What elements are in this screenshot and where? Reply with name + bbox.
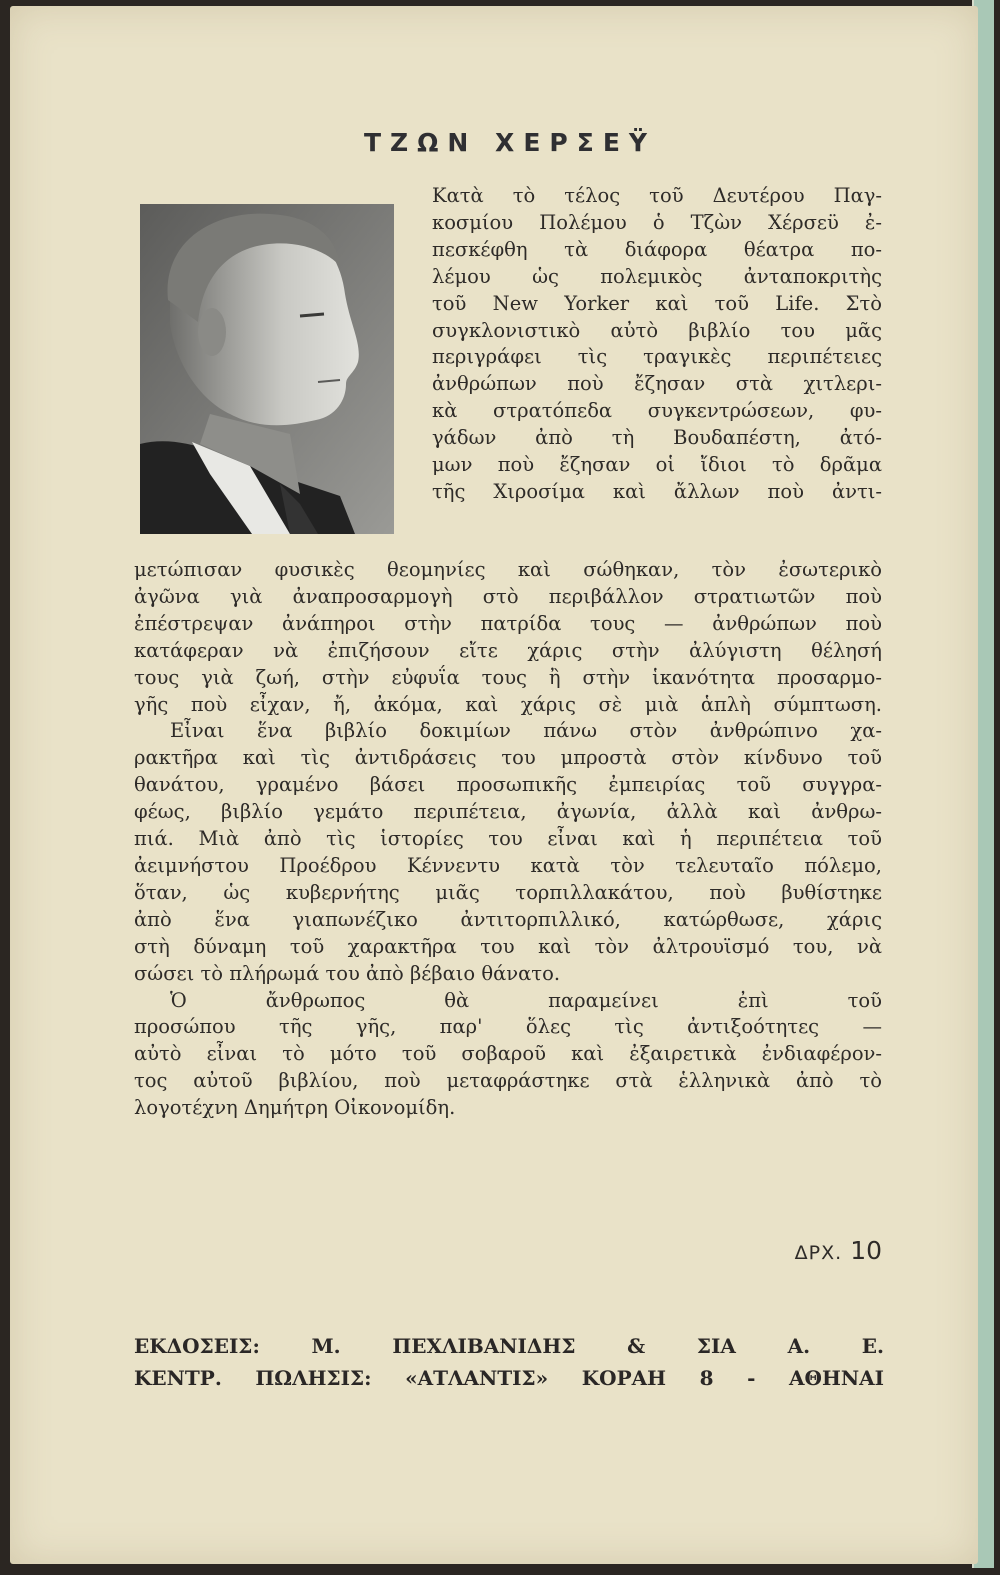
text-line: στὴ δύναμη τοῦ χαρακτῆρα του καὶ τὸν ἀλτρουϊσμό του, νὰ [134, 934, 882, 958]
price-amount: 10 [850, 1236, 882, 1265]
text-line: τους γιὰ ζωή, στὴν εὐφυΐα τους ἢ στὴν ἱκανότητα προσαρμο- [134, 665, 882, 689]
text-line: Ὁ ἄνθρωπος θὰ παραμείνει ἐπὶ τοῦ [170, 988, 882, 1012]
text-line: λογοτέχνη Δημήτρη Οἰκονομίδη. [134, 1096, 456, 1120]
text-line: μετώπισαν φυσικὲς θεομηνίες καὶ σώθηκαν, τὸν ἐσωτερικὸ [134, 558, 882, 581]
text-line: γάδων ἀπὸ τὴ Βουδαπέστη, ἀτό- [432, 426, 882, 450]
text-line: ἀνθρώπων ποὺ ἔζησαν στὰ χιτλερι- [432, 372, 882, 396]
text-line: μων ποὺ ἔζησαν οἱ ἴδιοι τὸ δρᾶμα [432, 453, 882, 477]
body-text-full-width [134, 557, 882, 1122]
text-line: ὅταν, ὡς κυβερνήτης μιᾶς τορπιλλακάτου, ποὺ βυθίστηκε [134, 880, 882, 904]
text-line: κατάφεραν νὰ ἐπιζήσουν εἴτε χάρις στὴν ἀλύγιστη θέλησή [134, 638, 882, 662]
text-line: τοῦ New Yorker καὶ τοῦ Life. Στὸ [432, 291, 882, 315]
text-line: πεσκέφθη τὰ διάφορα θέατρα πο- [432, 237, 882, 261]
text-line: κοσμίου Πολέμου ὁ Τζὼν Χέρσεϋ ἐ- [432, 210, 882, 234]
text-line: πιά. Μιὰ ἀπὸ τὶς ἱστορίες του εἶναι καὶ ἡ περιπέτεια τοῦ [134, 827, 882, 851]
text-line: λέμου ὡς πολεμικὸς ἀνταποκριτὴς [432, 264, 882, 288]
text-line: γῆς ποὺ εἶχαν, ἤ, ἀκόμα, καὶ χάρις σὲ μιὰ ἁπλὴ σύμπτωση. [134, 692, 882, 716]
sales-center-line: ΚΕΝΤΡ. ΠΩΛΗΣΙΣ: «ΑΤΛΑΝΤΙΣ» ΚΟΡΑΗ 8 - ΑΘΗΝΑΙ [134, 1366, 884, 1390]
text-line: τος αὐτοῦ βιβλίου, ποὺ μεταφράστηκε στὰ ἑλληνικὰ ἀπὸ τὸ [134, 1069, 882, 1093]
text-line: τῆς Χιροσίμα καὶ ἄλλων ποὺ ἀντι- [432, 479, 882, 503]
price-currency: ΔΡΧ. [794, 1242, 843, 1264]
text-line: ἐπέστρεψαν ἀνάπηροι στὴν πατρίδα τους — ἀνθρώπων ποὺ [134, 611, 882, 635]
text-line: ἀγῶνα γιὰ ἀναπροσαρμογὴ στὸ περιβάλλον στρατιωτῶν ποὺ [134, 584, 882, 608]
publisher-line: ΕΚΔΟΣΕΙΣ: Μ. ΠΕΧΛΙΒΑΝΙΔΗΣ & ΣΙΑ Α. Ε. [134, 1334, 884, 1358]
text-line: ἀπὸ ἕνα γιαπωνέζικο ἀντιτορπιλλικό, κατώρθωσε, χάρις [134, 907, 882, 931]
author-title: ΤΖΩΝ ΧΕΡΣΕΫ [364, 128, 656, 157]
intro-paragraph-right-column [432, 183, 882, 506]
text-line: κὰ στρατόπεδα συγκεντρώσεων, φυ- [432, 399, 882, 423]
text-line: σώσει τὸ πλήρωμά του ἀπὸ βέβαιο θάνατο. [134, 961, 561, 985]
text-line: περιγράφει τὶς τραγικὲς περιπέτειες [432, 345, 882, 369]
text-line: συγκλονιστικὸ αὐτὸ βιβλίο του μᾶς [432, 318, 882, 342]
text-line: Εἶναι ἕνα βιβλίο δοκιμίων πάνω στὸν ἀνθρώπινο χα- [170, 719, 882, 743]
text-line: φέως, βιβλίο γεμάτο περιπέτεια, ἀγωνία, ἀλλὰ καὶ ἀνθρω- [134, 800, 882, 824]
text-line: ρακτῆρα καὶ τὶς ἀντιδράσεις του μπροστὰ στὸν κίνδυνο τοῦ [134, 746, 882, 770]
text-line: Κατὰ τὸ τέλος τοῦ Δευτέρου Παγ- [432, 184, 882, 207]
text-line: θανάτου, γραμένο βάσει προσωπικῆς ἐμπειρίας τοῦ συγγρα- [134, 773, 882, 797]
text-line: προσώπου τῆς γῆς, παρ' ὅλες τὶς ἀντιξοότητες — [134, 1015, 882, 1039]
text-line: ἀειμνήστου Προέδρου Κέννεντυ κατὰ τὸν τελευταῖο πόλεμο, [134, 853, 882, 877]
text-line: αὐτὸ εἶναι τὸ μότο τοῦ σοβαροῦ καὶ ἐξαιρετικὰ ἐνδιαφέρον- [134, 1042, 882, 1066]
portrait-photo [140, 204, 394, 534]
price-label [740, 1236, 882, 1265]
author-portrait [140, 204, 394, 534]
